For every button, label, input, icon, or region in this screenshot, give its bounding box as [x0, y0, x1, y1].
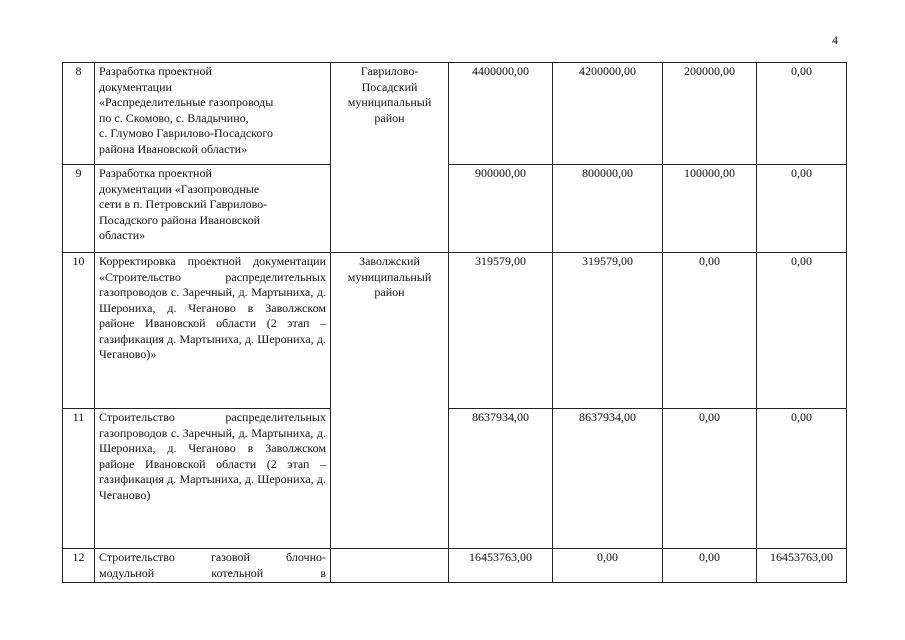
table-row [63, 63, 847, 165]
project-name: Строительство газовой блочно- модульной котельной в [95, 549, 331, 583]
table-row [63, 165, 847, 253]
value-col3: 200000,00 [663, 63, 757, 165]
row-number: 8 [63, 63, 95, 165]
value-col2: 800000,00 [553, 165, 663, 253]
project-name: Корректировка проектной документации «Строительство распределительных газопроводов с. Заречный, д. Мартыниха, д. Шерониха, д. Чеганово в Заволжском районе Ивановской области (2 этап – газификация д. Мартыниха, д. Шерониха, д. Чеганово)» [95, 253, 331, 409]
row-number: 12 [63, 549, 95, 583]
value-col2: 0,00 [553, 549, 663, 583]
value-total: 319579,00 [449, 253, 553, 409]
value-col3: 0,00 [663, 549, 757, 583]
page-number: 4 [832, 33, 838, 47]
table-row [63, 549, 847, 583]
district-cell: Заволжский муниципальный район [331, 253, 449, 549]
row-number: 10 [63, 253, 95, 409]
district-cell: Гаврилово- Посадский муниципальный район [331, 63, 449, 253]
value-col3: 0,00 [663, 253, 757, 409]
district-cell [331, 549, 449, 583]
value-col4: 0,00 [757, 409, 847, 549]
value-col3: 0,00 [663, 409, 757, 549]
value-col3: 100000,00 [663, 165, 757, 253]
value-col2: 4200000,00 [553, 63, 663, 165]
budget-table [62, 62, 847, 583]
value-total: 4400000,00 [449, 63, 553, 165]
value-col4: 16453763,00 [757, 549, 847, 583]
value-col4: 0,00 [757, 165, 847, 253]
value-col4: 0,00 [757, 63, 847, 165]
value-col2: 8637934,00 [553, 409, 663, 549]
project-name: Разработка проектной документации «Распределительные газопроводы по с. Скомово, с. Владычино, с. Глумово Гаврилово-Посадского района Ивановской области» [95, 63, 331, 165]
project-name: Строительство распределительных газопроводов с. Заречный, д. Мартыниха, д. Шерониха, д. Чеганово в Заволжском районе Ивановской области (2 этап – газификация д. Мартыниха, д. Шерониха, д. Чеганово) [95, 409, 331, 549]
value-total: 8637934,00 [449, 409, 553, 549]
row-number: 11 [63, 409, 95, 549]
value-total: 900000,00 [449, 165, 553, 253]
value-col2: 319579,00 [553, 253, 663, 409]
project-name: Разработка проектной документации «Газопроводные сети в п. Петровский Гаврилово- Посадского района Ивановской области» [95, 165, 331, 253]
table-row [63, 409, 847, 549]
table-row [63, 253, 847, 409]
value-col4: 0,00 [757, 253, 847, 409]
value-total: 16453763,00 [449, 549, 553, 583]
row-number: 9 [63, 165, 95, 253]
